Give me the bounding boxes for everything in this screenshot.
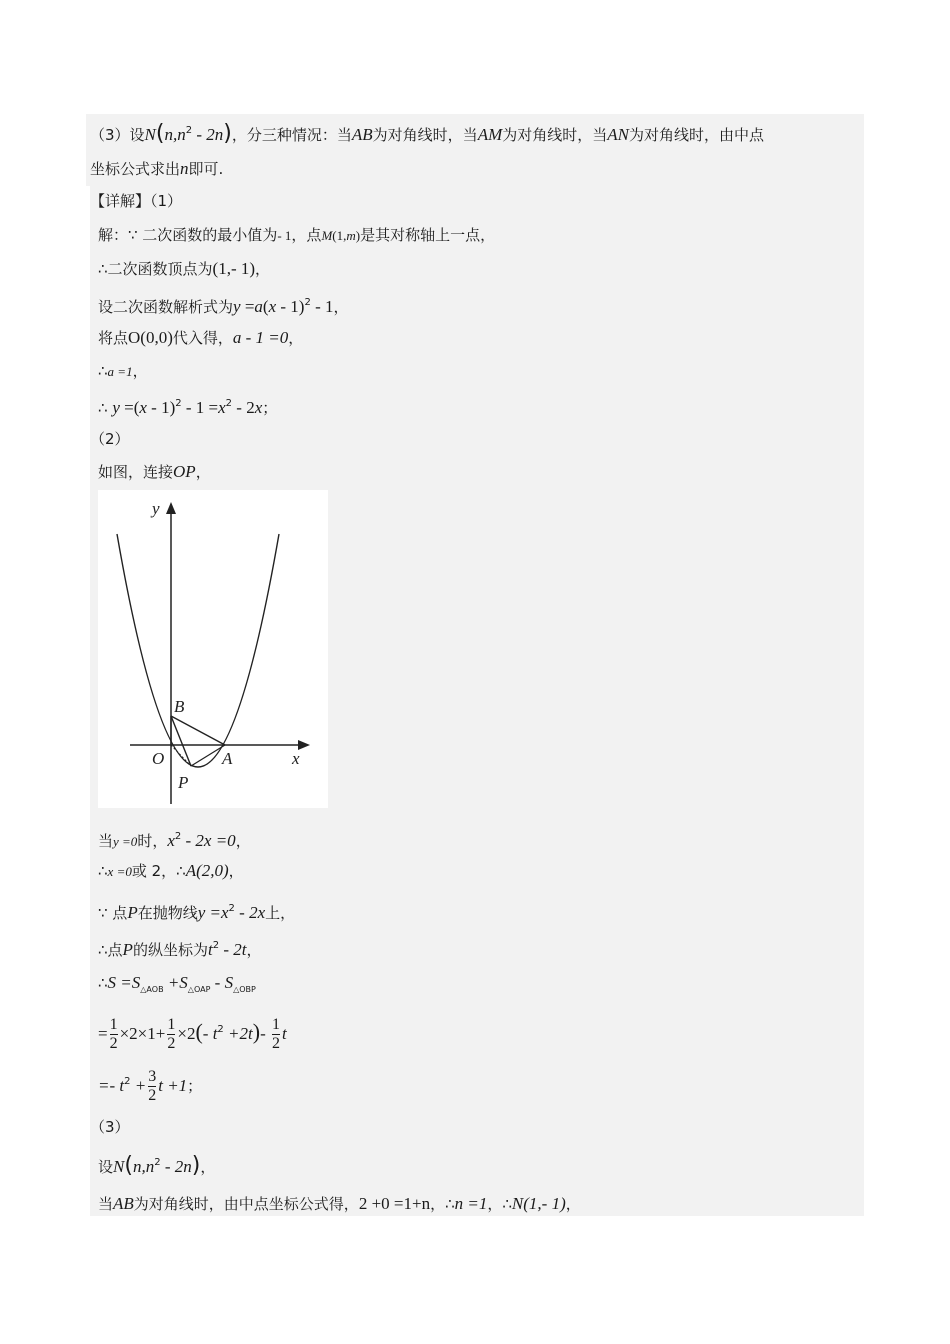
fraction-three-halves: $\frac{3}{2}$ bbox=[148, 1068, 157, 1104]
label-x: x bbox=[292, 749, 300, 768]
part1-line-4: 将点O(0,0)代入得，a - 1 =0， bbox=[98, 328, 304, 347]
part3-line-2: 当AB为对角线时，由中点坐标公式得，2 +0 =1+n，∴n =1，∴N(1,- 1)， bbox=[98, 1194, 581, 1213]
analysis-line-1: （3）设$N(n,n^2 - 2n)$，分三种情况：当AB为对角线时，当AM为对角线时，当AN为对角线时，由中点 bbox=[90, 121, 764, 146]
segment-BP bbox=[171, 716, 191, 766]
part3-line-1: 设$N(n,n^2 - 2n)$， bbox=[98, 1153, 216, 1178]
figure-svg bbox=[98, 490, 328, 808]
part2-line-4: ∵ 点P在抛物线$y =x^2 - 2x$上， bbox=[98, 903, 296, 922]
segment-OP bbox=[171, 745, 191, 766]
part1-line-5: ∴a =1， bbox=[98, 362, 148, 380]
segment-BA bbox=[171, 716, 225, 745]
part1-line-3: 设二次函数解析式为y =a(x - 1)$^2$ - 1， bbox=[98, 297, 349, 316]
part1-line-2: ∴二次函数顶点为(1,- 1)， bbox=[98, 259, 271, 278]
fraction-half-2: $\frac{1}{2}$ bbox=[167, 1016, 176, 1052]
parabola-curve bbox=[117, 534, 279, 767]
label-y: y bbox=[152, 499, 160, 518]
part2-label: （2） bbox=[90, 430, 130, 448]
detail-header: 【详解】（1） bbox=[90, 192, 183, 210]
y-axis-arrow bbox=[166, 502, 176, 514]
part1-line-6: ∴ $y =(x - 1)^2 - 1 =x^2 - 2x$； bbox=[98, 398, 278, 417]
part2-line-1: 如图，连接OP， bbox=[98, 462, 211, 481]
fraction-half-1: $\frac{1}{2}$ bbox=[109, 1016, 118, 1052]
part1-line-1: 解：∵ 二次函数的最小值为- 1，点M(1,m)是其对称轴上一点， bbox=[98, 226, 496, 244]
part2-line-3: ∴x =0或 2，∴A(2,0)， bbox=[98, 861, 244, 880]
analysis-line-2: 坐标公式求出n即可. bbox=[90, 159, 224, 178]
parabola-figure bbox=[98, 490, 328, 808]
label-B: B bbox=[174, 697, 185, 716]
part2-line-8: =- $t^2$ + $\frac{3}{2}$ t +1； bbox=[98, 1068, 203, 1104]
part3-label: （3） bbox=[90, 1118, 130, 1136]
part2-line-6: ∴S $=S_{\triangle AOB} +S_{\triangle OAP} - S_{\triangle OBP}$ bbox=[98, 973, 256, 994]
x-axis-arrow bbox=[298, 740, 310, 750]
label-O: O bbox=[152, 749, 165, 768]
part2-line-2: 当y =0时，$x^2 - 2x =0$， bbox=[98, 831, 251, 850]
fraction-half-3: $\frac{1}{2}$ bbox=[272, 1016, 280, 1052]
label-A: A bbox=[222, 749, 233, 768]
part2-line-7: = $\frac{1}{2}$ ×2×1+ $\frac{1}{2}$ ×2(- $t^2 +2t)-$ $\frac{1}{2}$ t bbox=[98, 1016, 287, 1052]
part2-line-5: ∴点P的纵坐标为$t^2 - 2t$， bbox=[98, 940, 262, 959]
label-P: P bbox=[178, 773, 189, 792]
